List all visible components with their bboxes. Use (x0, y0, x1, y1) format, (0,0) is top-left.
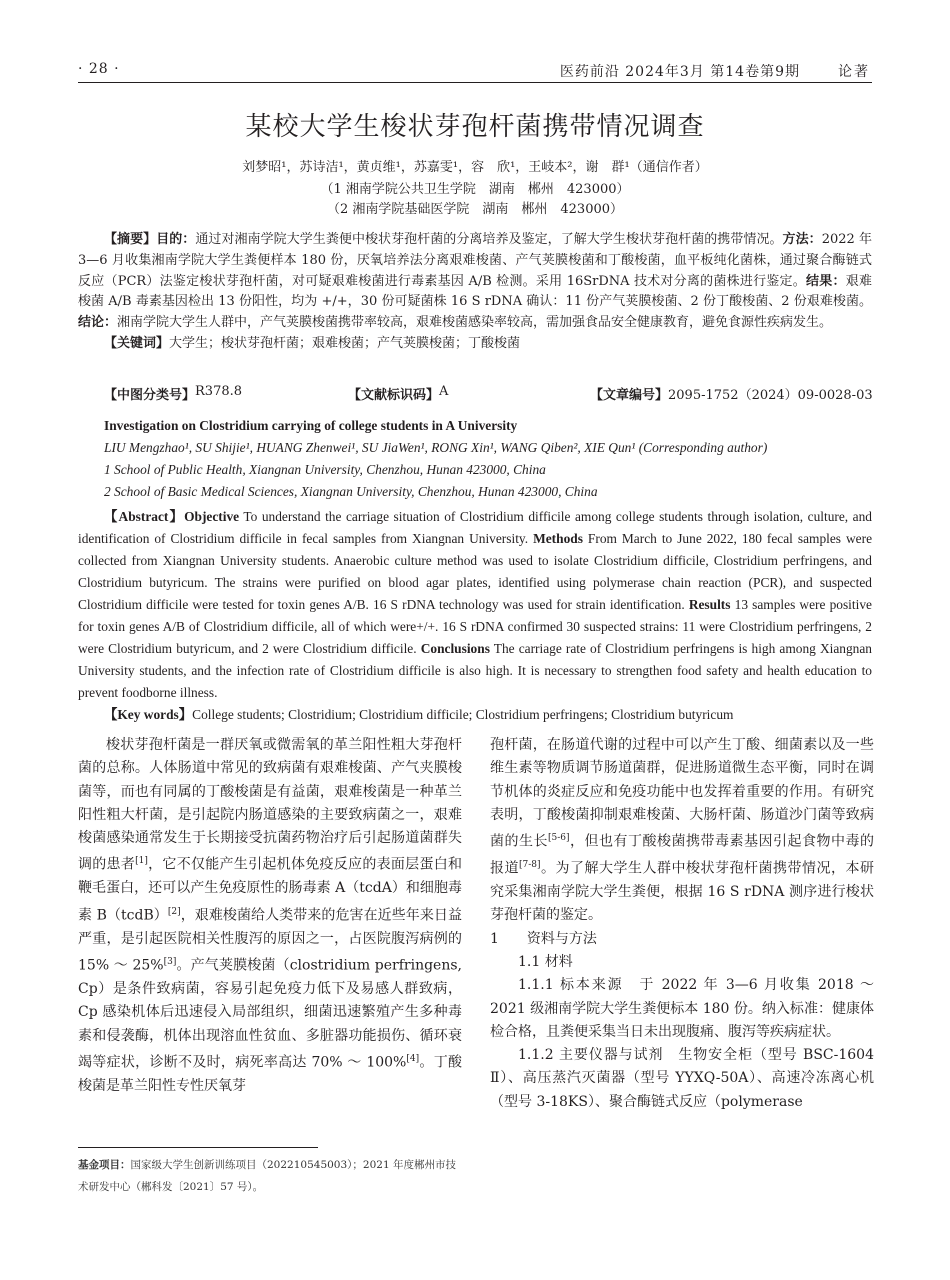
funding-footnote: 基金项目：国家级大学生创新训练项目（202210545003）；2021 年度郴州市技术研发中心（郴科发〔2021〕57 号）。 (78, 1159, 456, 1193)
affiliation-1: （1 湘南学院公共卫生学院 湖南 郴州 423000） (320, 182, 630, 197)
method-text: 2022 年 3—6 月收集湘南学院大学生粪便样本 180 份，厌氧培养法分离艰难梭菌、产气荚膜梭菌和丁酸梭菌，血平板纯化菌株，通过聚合酶链式反应（PCR）法鉴定梭状芽孢杆菌，对可疑艰难梭菌进行毒素基因 A/B 检测。采用 16SrDNA 技术对分离的菌株进行鉴定。 (78, 232, 872, 289)
article-type: 论著 (838, 64, 870, 80)
abstract-label: 【摘要】 (104, 232, 157, 247)
conclusion-label: 结论： (78, 315, 118, 331)
clc-code: 【中图分类号】 R378.8 (104, 384, 243, 403)
result-text: 艰难梭菌 A/B 毒素基因检出 13 份阳性，均为 +/+，30 份可疑菌株 16 S rDNA 确认：11 份产气荚膜梭菌、2 份丁酸梭菌、2 份艰难梭菌。 (78, 273, 872, 310)
section-heading-1: 1 资料与方法 (490, 930, 597, 947)
citation-1[interactable]: [1] (135, 856, 148, 867)
chinese-abstract-body (78, 230, 872, 334)
english-abstract (78, 506, 872, 704)
objective-label: 目的： (156, 232, 196, 247)
objective-text: 通过对湘南学院大学生粪便中梭状芽孢杆菌的分离培养及鉴定，了解大学生梭状芽孢杆菌的携带情况。 (195, 232, 783, 247)
citation-2[interactable]: [2] (167, 906, 181, 917)
article-number: 【文章编号】 2095-1752（2024）09-0028-03 (590, 388, 873, 403)
method-label: 方法： (782, 232, 822, 247)
page-number: · 28 · (78, 61, 120, 77)
result-label: 结果： (806, 273, 846, 289)
subsection-1-1-2: 1.1.2 主要仪器与试剂 生物安全柜（型号 BSC-1604 Ⅱ）、高压蒸汽灭菌器（型号 YYXQ-50A）、高速冷冻离心机（型号 3-18KS）、聚合酶链式反应（polymerase (490, 1047, 874, 1110)
running-header (78, 61, 872, 83)
footnote-divider (78, 1147, 318, 1148)
english-abstract-body: 【Abstract】Objective To understand the carriage situation of Clostridium difficile among college students through isolation, culture, and identification of Clostridium difficile in fecal samples from Xiangnan University. Methods From March to June 2022, 180 fecal samples were collected from Xiangnan University students. Anaerobic culture method was used to isolate Clostridium difficile, Clostridium perfringens, and Clostridium butyricum. The strains were purified on blood agar plates, identified using polymerase chain reaction (PCR), and suspected Clostridium difficile were tested for toxin genes A/B. 16 S rDNA technology was used for strain identification. Results 13 samples were positive for toxin genes A/B of Clostridium difficile, all of which were+/+. 16 S rDNA confirmed 30 suspected strains: 11 were Clostridium perfringens, 2 were Clostridium butyricum, and 2 were Clostridium difficile. Conclusions The carriage rate of Clostridium perfringens is high among Xiangnan University students, and the infection rate of Clostridium difficile is also high. It is necessary to strengthen food safety and health education to prevent foodborne illness. (78, 509, 873, 700)
conclusion-text: 湘南学院大学生人群中，产气荚膜梭菌携带率较高，艰难梭菌感染率较高，需加强食品安全健康教育，避免食源性疾病发生。 (117, 315, 833, 331)
section-heading-1-1: 1.1 材料 (518, 953, 573, 970)
intro-paragraph: 梭状芽孢杆菌是一群厌氧或微需氧的革兰阳性粗大芽孢杆菌的总称。人体肠道中常见的致病菌有艰难梭菌、产气夹膜梭菌等，而也有同属的丁酸梭菌是有益菌，艰难梭菌是一种革兰阳性粗大杆菌，是引起院内肠道感染的主要致病菌之一，艰难梭菌感染通常发生于长期接受抗菌药物治疗后引起肠道菌群失调的患者[1]，它不仅能产生引起机体免疫反应的表面层蛋白和鞭毛蛋白，还可以产生免疫原性的肠毒素 A（tcdA）和细胞毒素 B（tcdB）[2]，艰难梭菌给人类带来的危害在近些年来日益严重，是引起医院相关性腹泻的原因之一，占医院腹泻病例的 15% ～ 25%[3]。产气荚膜梭菌（clostridium perfringens, Cp）是条件致病菌，容易引起免疫力低下及易感人群致病，Cp 感染机体后迅速侵入局部组织，细菌迅速繁殖产生多种毒素和侵袭酶，机体出现溶血性贫血、多脏器功能损伤、循环衰竭等症状，诊断不及时，病死率高达 70% ～ 100%[4]。丁酸梭菌是革兰阳性专性厌氧芽 (78, 737, 463, 1094)
affiliation-2: （2 湘南学院基础医学院 湖南 郴州 423000） (326, 202, 624, 217)
citation-3[interactable]: [3] (163, 956, 177, 967)
keywords-label: 【关键词】 (104, 335, 170, 351)
body-column-right (490, 734, 874, 1114)
english-affiliation-2: 2 School of Basic Medical Sciences, Xiangnan University, Chenzhou, Hunan 423000, China (104, 484, 598, 499)
chinese-abstract (78, 230, 872, 355)
document-code: 【文献标识码】 A (348, 384, 449, 403)
subsection-1-1-1: 1.1.1 标本来源 于 2022 年 3—6 月收集 2018 ～ 2021 级湘南学院大学生粪便标本 180 份。纳入标准：健康体检合格，且粪便采集当日未出现腹痛、腹泻等疾病症状。 (490, 977, 874, 1040)
keywords-text: 大学生；梭状芽孢杆菌；艰难梭菌；产气荚膜梭菌；丁酸梭菌 (169, 335, 521, 351)
journal-info: 医药前沿 2024年3月 第14卷第9期 (559, 64, 800, 80)
classification-line (104, 384, 872, 404)
chinese-keywords (78, 334, 872, 355)
intro-continuation: 孢杆菌，在肠道代谢的过程中可以产生丁酸、细菌素以及一些维生素等物质调节肠道菌群，促进肠道微生态平衡，同时在调节机体的炎症反应和免疫功能中也发挥着重要的作用。有研究表明，丁酸梭菌抑制艰难梭菌、大肠杆菌、肠道沙门菌等致病菌的生长[5-6]，但也有丁酸梭菌携带毒素基因引起食物中毒的报道[7-8]。为了解大学生人群中梭状芽孢杆菌携带情况，本研究采集湘南学院大学生粪便，根据 16 S rDNA 测序进行梭状芽孢杆菌的鉴定。 (490, 737, 875, 924)
author-list: 刘梦昭¹，苏诗洁¹，黄贞维¹，苏嘉雯¹，容 欣¹，王岐本²，谢 群¹（通信作者） (242, 160, 708, 175)
citation-4[interactable]: [4] (406, 1053, 420, 1064)
paper-title: 某校大学生梭状芽孢杆菌携带情况调查 (245, 112, 705, 142)
citation-7-8[interactable]: [7-8] (519, 860, 541, 871)
body-column-left (78, 734, 462, 1098)
english-authors: LIU Mengzhao¹, SU Shijie¹, HUANG Zhenwei¹, SU JiaWen¹, RONG Xin¹, WANG Qiben², XIE Qun¹ (Corresponding author) (104, 440, 768, 455)
citation-5-6[interactable]: [5-6] (548, 833, 570, 844)
english-title: Investigation on Clostridium carrying of college students in A University (104, 418, 518, 433)
english-keywords: 【Key words】College students; Clostridium; Clostridium difficile; Clostridium perfringens; Clostridium butyricum (104, 707, 734, 722)
english-affiliation-1: 1 School of Public Health, Xiangnan University, Chenzhou, Hunan 423000, China (104, 462, 546, 477)
